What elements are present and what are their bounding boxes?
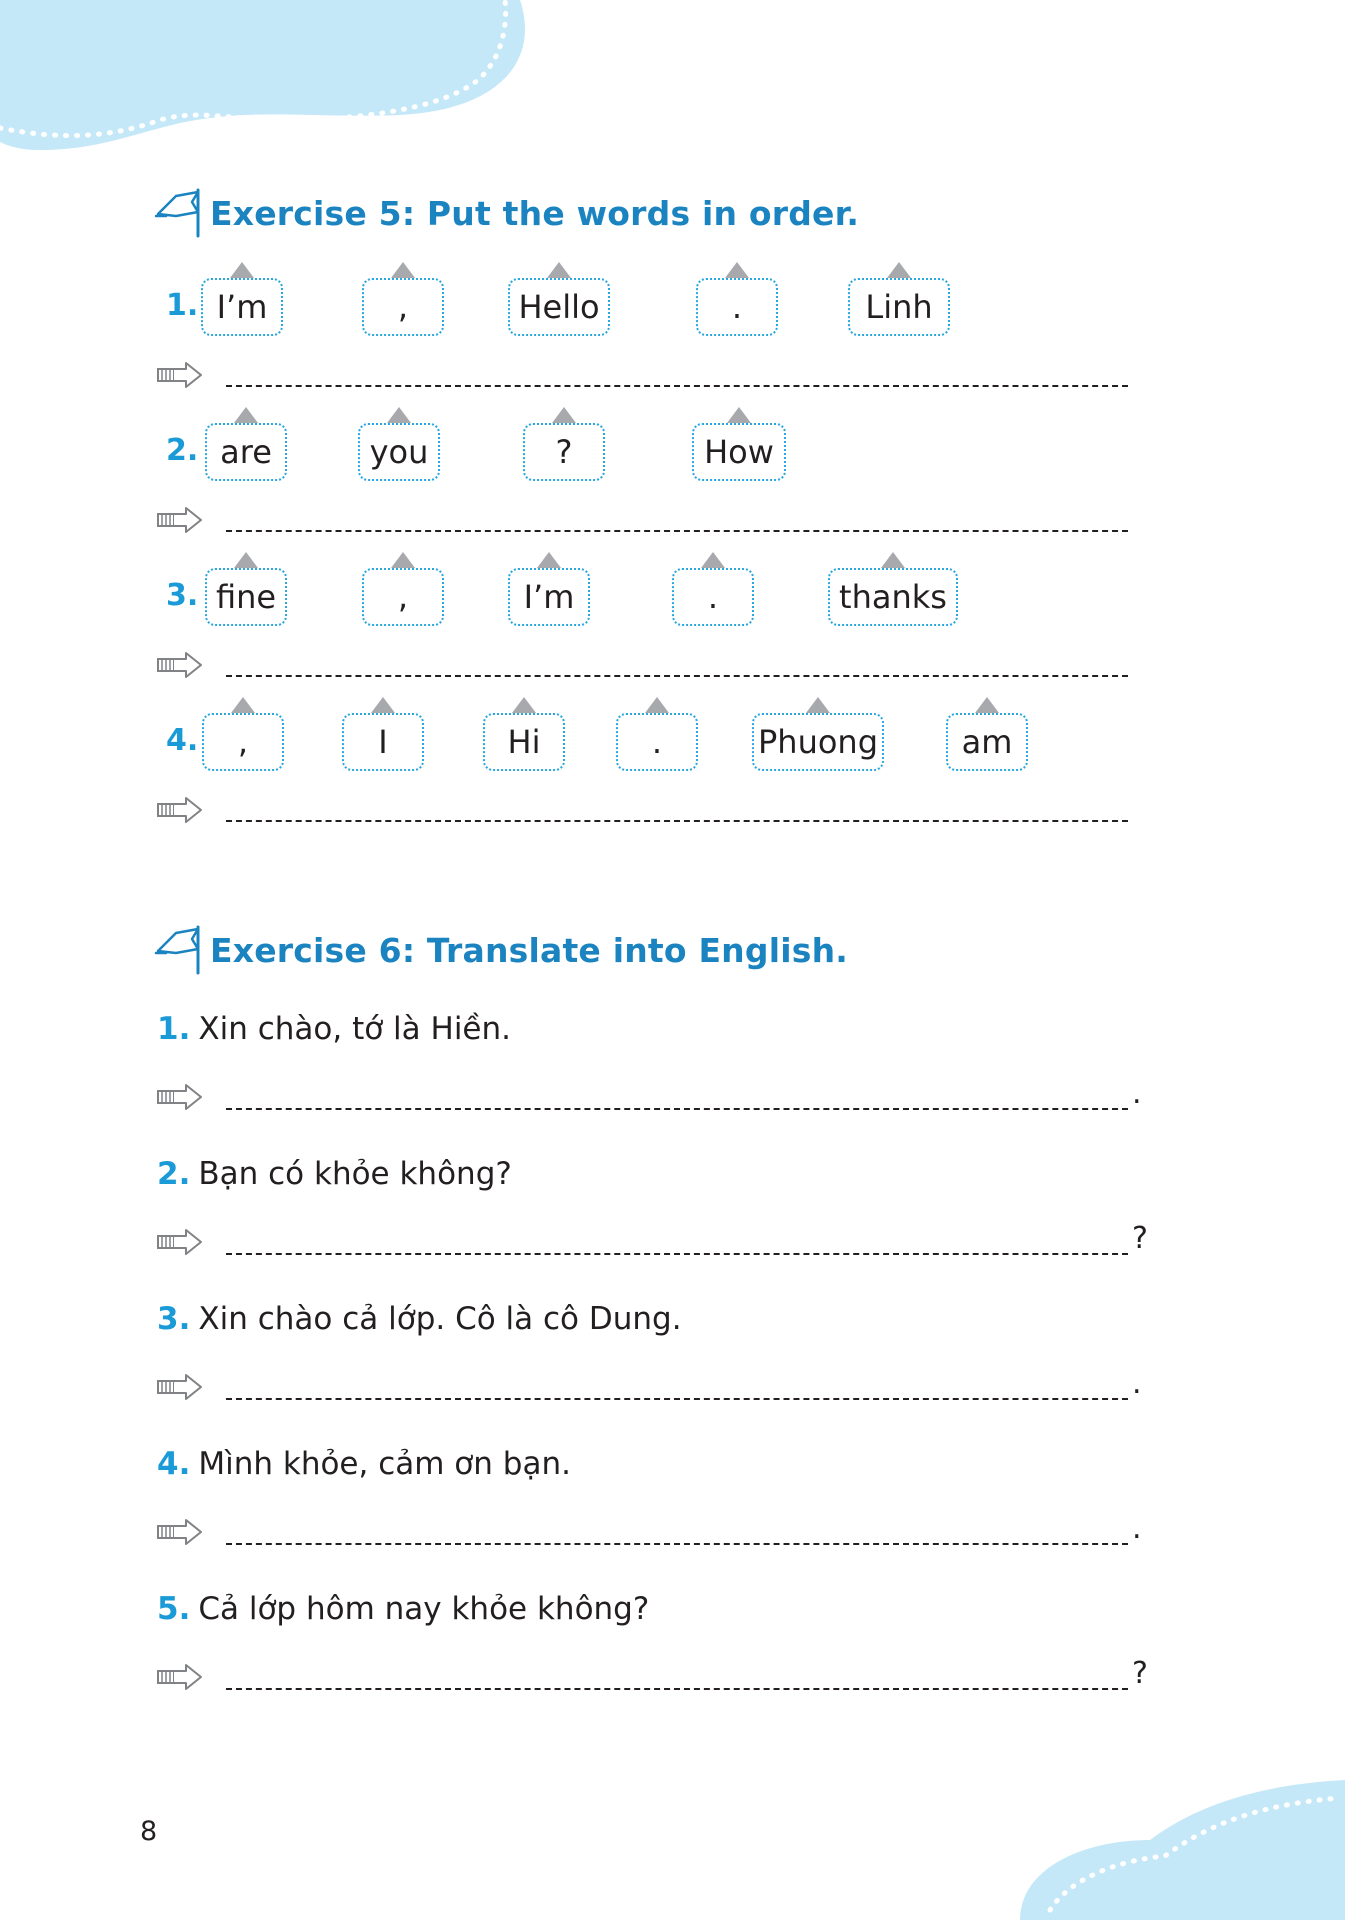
item-number: 1.	[166, 288, 199, 323]
answer-line[interactable]	[226, 530, 1128, 532]
word-card: .	[696, 278, 778, 336]
word-card: I	[342, 713, 424, 771]
pointing-arrow-icon	[156, 1082, 204, 1112]
answer-line[interactable]	[226, 1688, 1128, 1690]
answer-line[interactable]	[226, 820, 1128, 822]
answer-line[interactable]	[226, 385, 1128, 387]
end-punctuation: .	[1132, 1076, 1142, 1111]
word-card: ?	[523, 423, 605, 481]
item-number: 3.	[166, 578, 199, 613]
word-card: am	[946, 713, 1028, 771]
word-card: are	[205, 423, 287, 481]
word-card: .	[672, 568, 754, 626]
word-card: Hello	[508, 278, 610, 336]
page-number: 8	[140, 1816, 158, 1847]
word-card: I’m	[508, 568, 590, 626]
word-card: Linh	[848, 278, 950, 336]
flag-icon	[152, 188, 210, 238]
translation-prompt: 1. Xin chào, tớ là Hiền.	[157, 1011, 512, 1047]
answer-line[interactable]	[226, 1253, 1128, 1255]
translation-prompt: 3. Xin chào cả lớp. Cô là cô Dung.	[157, 1301, 682, 1337]
pointing-arrow-icon	[156, 1662, 204, 1692]
word-card: you	[358, 423, 440, 481]
item-number: 4.	[166, 723, 199, 758]
translation-prompt: 4. Mình khỏe, cảm ơn bạn.	[157, 1446, 571, 1482]
pointing-arrow-icon	[156, 795, 204, 825]
answer-line[interactable]	[226, 1398, 1128, 1400]
word-card: ,	[202, 713, 284, 771]
word-card: Phuong	[752, 713, 884, 771]
exercise-6-title: Exercise 6: Translate into English.	[210, 930, 848, 970]
end-punctuation: ?	[1132, 1656, 1148, 1691]
word-card: fine	[205, 568, 287, 626]
word-card: I’m	[201, 278, 283, 336]
pointing-arrow-icon	[156, 650, 204, 680]
translation-prompt: 2. Bạn có khỏe không?	[157, 1156, 512, 1192]
translation-prompt: 5. Cả lớp hôm nay khỏe không?	[157, 1591, 650, 1627]
word-card: Hi	[483, 713, 565, 771]
end-punctuation: ?	[1132, 1221, 1148, 1256]
answer-line[interactable]	[226, 1543, 1128, 1545]
item-number: 2.	[166, 433, 199, 468]
end-punctuation: .	[1132, 1366, 1142, 1401]
exercise-5-heading	[152, 188, 859, 238]
exercise-6-heading	[152, 925, 848, 975]
pointing-arrow-icon	[156, 1227, 204, 1257]
pointing-arrow-icon	[156, 360, 204, 390]
end-punctuation: .	[1132, 1511, 1142, 1546]
pointing-arrow-icon	[156, 1372, 204, 1402]
cloud-decoration-top	[0, 0, 540, 170]
cloud-decoration-bottom	[1000, 1760, 1345, 1920]
pointing-arrow-icon	[156, 1517, 204, 1547]
exercise-5-title: Exercise 5: Put the words in order.	[210, 193, 860, 233]
word-card: ,	[362, 278, 444, 336]
word-card: .	[616, 713, 698, 771]
answer-line[interactable]	[226, 1108, 1128, 1110]
flag-icon	[152, 925, 210, 975]
answer-line[interactable]	[226, 675, 1128, 677]
word-card: thanks	[828, 568, 958, 626]
word-card: How	[692, 423, 786, 481]
word-card: ,	[362, 568, 444, 626]
pointing-arrow-icon	[156, 505, 204, 535]
